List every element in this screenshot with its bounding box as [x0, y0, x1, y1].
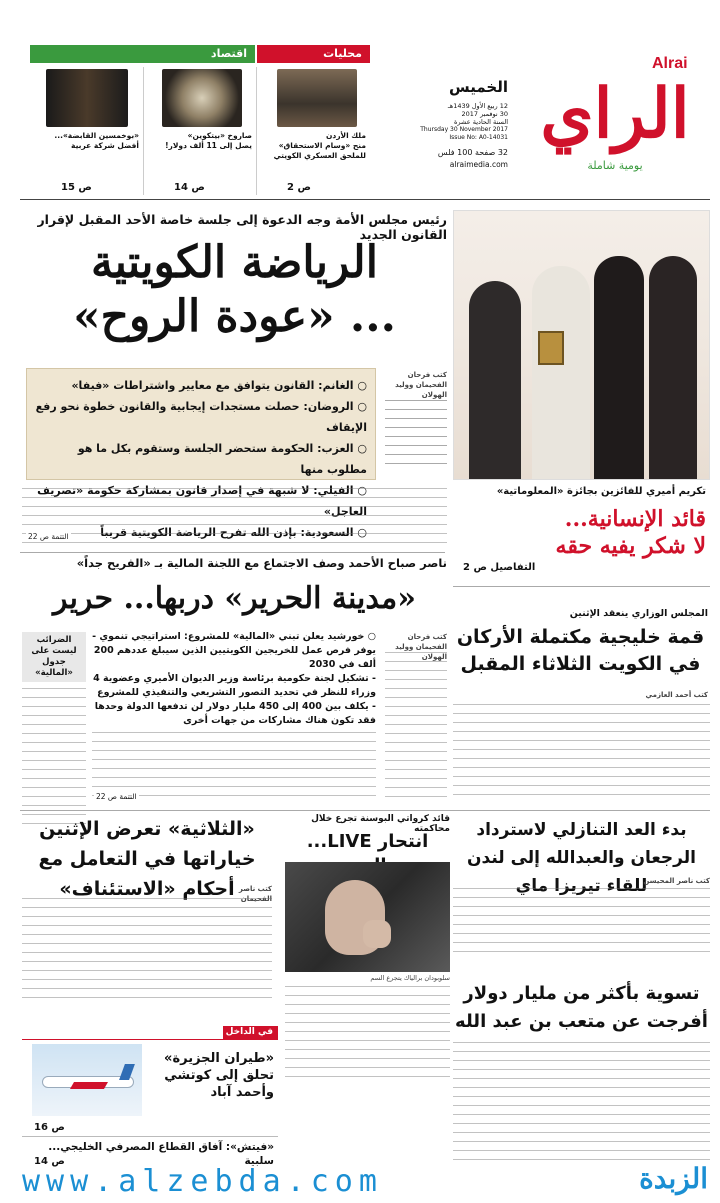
summit-headline: قمة خليجية مكتملة الأركان في الكويت الثلاثاء المقبل [456, 626, 705, 675]
pages-price: 32 صفحة 100 فلس [437, 148, 508, 157]
settlement-headline: تسوية بأكثر من مليار دولار أفرجت عن متعب بن عبد الله [455, 983, 708, 1032]
domestic-page: ص 14 [34, 1156, 65, 1167]
footer-brand: الزبدة [639, 1162, 708, 1195]
section-label-economy: اقتصاد [210, 47, 247, 60]
bullet-item: ○ الروضان: حصلت مستجدات إيجابية والقانون خطوة نحو رفع الإيقاف [35, 400, 367, 434]
bosnia-kicker: قائد كرواتي البوسنة تجرع خلال محاكمته [311, 814, 450, 834]
bullet-item: ○ الغانم: القانون يتوافق مع معايير واشتراطات «فيفا» [71, 379, 367, 392]
silk-body-left [385, 652, 447, 802]
award-plaque [538, 331, 564, 365]
main-body-columns [22, 488, 447, 546]
extradition-byline: كتب ناصر المحيسن [643, 877, 710, 885]
teaser-page: ص 15 [61, 182, 92, 193]
teaser-page: ص 14 [174, 182, 205, 193]
bullet-item: ○ الفيلي: لا شبهة في إصدار قانون بمشاركة حكومة «تصريف العاجل» [37, 484, 367, 518]
extradition-story[interactable] [453, 814, 710, 964]
airplane-wing [70, 1082, 108, 1089]
extradition-headline: بدء العد التنازلي لاسترداد الرجعان والعبدالله إلى لندن للقاء تيريزا ماي [467, 820, 696, 896]
divider [20, 552, 445, 553]
settlement-story[interactable] [453, 978, 710, 1168]
domestic-title: «فيتش»: آفاق القطاع المصرفي الخليجي... سلبية [48, 1141, 274, 1167]
website[interactable]: alraimedia.com [449, 160, 508, 169]
main-byline: كتب فرحان الفحيمان ووليد الهولان [395, 371, 447, 399]
domestic-section-bar [223, 1026, 278, 1040]
main-lead-text [385, 400, 447, 470]
section-bar-economy [30, 45, 255, 63]
bosnia-photo-caption: سلوبودان برالياك يتجرع السم [370, 974, 450, 982]
teaser-strip [30, 45, 370, 195]
main-headline-1: الرياضة الكويتية [91, 237, 378, 288]
summit-byline: كتب أحمد العازمي [645, 691, 708, 699]
date-line-1: 12 ربيع الأول 1439هـ [447, 102, 508, 110]
troika-byline: كتب ناصر الفحيمان [238, 885, 272, 903]
bullet-text: العزب: الحكومة ستحضر الجلسة وستقوم بكل ما هو مطلوب منها [77, 442, 367, 476]
extradition-body [453, 888, 710, 958]
footer-url[interactable]: www.alzebda.com [22, 1164, 383, 1199]
summit-kicker: المجلس الوزاري ينعقد الإثنين [569, 608, 708, 619]
footer [0, 1162, 720, 1203]
bullet-item: ○ العزب: الحكومة ستحضر الجلسة وستقوم بكل ما هو مطلوب منها [77, 442, 367, 476]
photo-headline: قائد الإنسانية... لا شكر يفيه حقه [555, 506, 706, 559]
person-figure [594, 256, 644, 480]
domestic-page: ص 16 [34, 1122, 65, 1133]
bullet-text: تشكيل لجنة حكومية برئاسة وزير الديوان الأميري وعضوية 4 وزراء للنظر في تحديد التصور التشريعي والتنفيذي للمشروع [93, 673, 376, 698]
photo-story[interactable] [453, 210, 710, 580]
photo-details: التفاصيل ص 2 [463, 562, 536, 573]
gulf-summit-story[interactable] [453, 586, 710, 808]
date-line-4: Thursday 30 November 2017 [420, 126, 508, 133]
domestic-title: «طيران الجزيرة» تحلق إلى كوتشي وأحمد آباد [164, 1051, 274, 1100]
divider [20, 810, 710, 811]
summit-body [453, 704, 710, 802]
silk-story[interactable] [22, 556, 447, 808]
photo-caption: تكريم أميري للفائزين بجائزة «المعلوماتية» [496, 486, 706, 497]
bosnia-headline: انتحار LIVE... [306, 831, 429, 852]
teaser-photo [277, 69, 357, 127]
person-figure [469, 281, 521, 480]
tax-sidebar-title: الضرائب ليست على جدول «المالية» [22, 632, 86, 682]
logo [525, 55, 705, 180]
masthead [0, 0, 720, 198]
teaser-title: ملك الأردن منح «وسام الاستحقاق» للملحق العسكري الكويتي [273, 131, 366, 160]
airplane-photo [32, 1044, 142, 1116]
date-line-5: Issue No: A0-14031 [449, 134, 508, 141]
person-figure [532, 266, 590, 480]
tax-sidebar-text [22, 688, 86, 828]
section-label-local: محليات [323, 47, 362, 60]
main-headline-2: ... «عودة الروح» [73, 291, 396, 342]
main-kicker: رئيس مجلس الأمة وجه الدعوة إلى جلسة خاصة الأحد المقبل لإقرار القانون الجديد [37, 212, 447, 242]
tagline: يومية شاملة [587, 159, 643, 172]
silk-continued: التتمة ص 22 [96, 792, 137, 801]
person-figure [649, 256, 697, 480]
date-line-2: 30 نوفمبر 2017 [461, 110, 508, 118]
bosnia-story[interactable] [285, 814, 450, 1084]
logo-arabic: الراي [540, 74, 690, 154]
bullet-text: يكلف بين 400 إلى 450 مليار دولار لن تدفعها الدولة وحدها فقد تكون هناك مشاركات من جهات أخرى [94, 701, 376, 726]
hand-shape [363, 920, 391, 948]
domestic-section-label: في الداخل [225, 1027, 273, 1037]
troika-headline: «الثلاثية» تعرض الإثنين خياراتها في التعامل مع أحكام «الاستئناف» [38, 818, 256, 900]
award-photo [453, 210, 710, 480]
bullet-text: الفيلي: لا شبهة في إصدار قانون بمشاركة حكومة «تصريف العاجل» [37, 484, 367, 518]
bullet-text: السعودية: بإذن الله تفرح الرياضة الكويتية قريباً [100, 526, 354, 539]
bullet-text: خورشيد يعلن تبني «المالية» للمشروع: استراتيجي تنموي - يوفر فرص عمل للخريجين الكويتيين الذين سيبلغ عددهم 200 ألف في 2030 [92, 631, 376, 670]
teaser-card[interactable] [144, 67, 257, 195]
bullet-item: - تشكيل لجنة حكومية برئاسة وزير الديوان الأميري وعضوية 4 وزراء للنظر في تحديد التصور التشريعي والتنفيذي للمشروع [93, 673, 376, 698]
silk-bullets [92, 630, 376, 728]
teaser-title: «بوخمسين القابضة»... أفضل شركة عربية [54, 131, 139, 150]
teaser-photo [162, 69, 242, 127]
bosnia-body [285, 986, 450, 1078]
teaser-card[interactable] [31, 67, 144, 195]
divider [453, 586, 710, 587]
bullet-text: الروضان: حصلت مستجدات إيجابية والقانون خطوة نحو رفع الإيقاف [35, 400, 367, 434]
troika-story[interactable] [22, 814, 272, 1004]
main-continued: التتمة ص 22 [28, 532, 69, 541]
silk-kicker: ناصر صباح الأحمد وصف الاجتماع مع اللجنة المالية بـ «الفريح جداً» [76, 556, 447, 570]
bosnia-photo [285, 862, 450, 972]
silk-byline: كتب فرحان الفحيمان ووليد الهولان [395, 633, 447, 661]
divider [20, 199, 710, 200]
teaser-title: صاروخ «بيتكوين» يصل إلى 11 ألف دولار! [165, 131, 252, 150]
teaser-page: ص 2 [287, 182, 311, 193]
silk-headline: «مدينة الحرير» دربها... حرير [53, 581, 416, 616]
teaser-photo [46, 69, 128, 127]
day-label: الخميس [449, 78, 508, 96]
teaser-card[interactable] [257, 67, 370, 195]
bullet-item: ○ خورشيد يعلن تبني «المالية» للمشروع: استراتيجي تنموي - يوفر فرص عمل للخريجين الكويتيين الذين سيبلغ عددهم 200 ألف في 2030 [92, 631, 376, 670]
logo-latin: Alrai [652, 55, 688, 72]
bullet-text: الغانم: القانون يتوافق مع معايير واشتراطات «فيفا» [71, 379, 354, 392]
section-bar-local [257, 45, 370, 63]
domestic-box[interactable] [22, 1026, 278, 1166]
tax-sidebar[interactable] [22, 632, 86, 802]
main-story[interactable] [22, 210, 447, 550]
bullet-item: ○ السعودية: بإذن الله تفرح الرياضة الكويتية قريباً [100, 526, 367, 539]
domestic-topline [22, 1039, 278, 1040]
bullet-item: - يكلف بين 400 إلى 450 مليار دولار لن تدفعها الدولة وحدها فقد تكون هناك مشاركات من جهات أخرى [94, 701, 376, 726]
date-block [378, 78, 508, 188]
settlement-body [453, 1042, 710, 1162]
troika-body [22, 898, 272, 998]
domestic-divider [22, 1136, 278, 1137]
date-line-3: السنة الحادية عشرة [454, 118, 508, 126]
